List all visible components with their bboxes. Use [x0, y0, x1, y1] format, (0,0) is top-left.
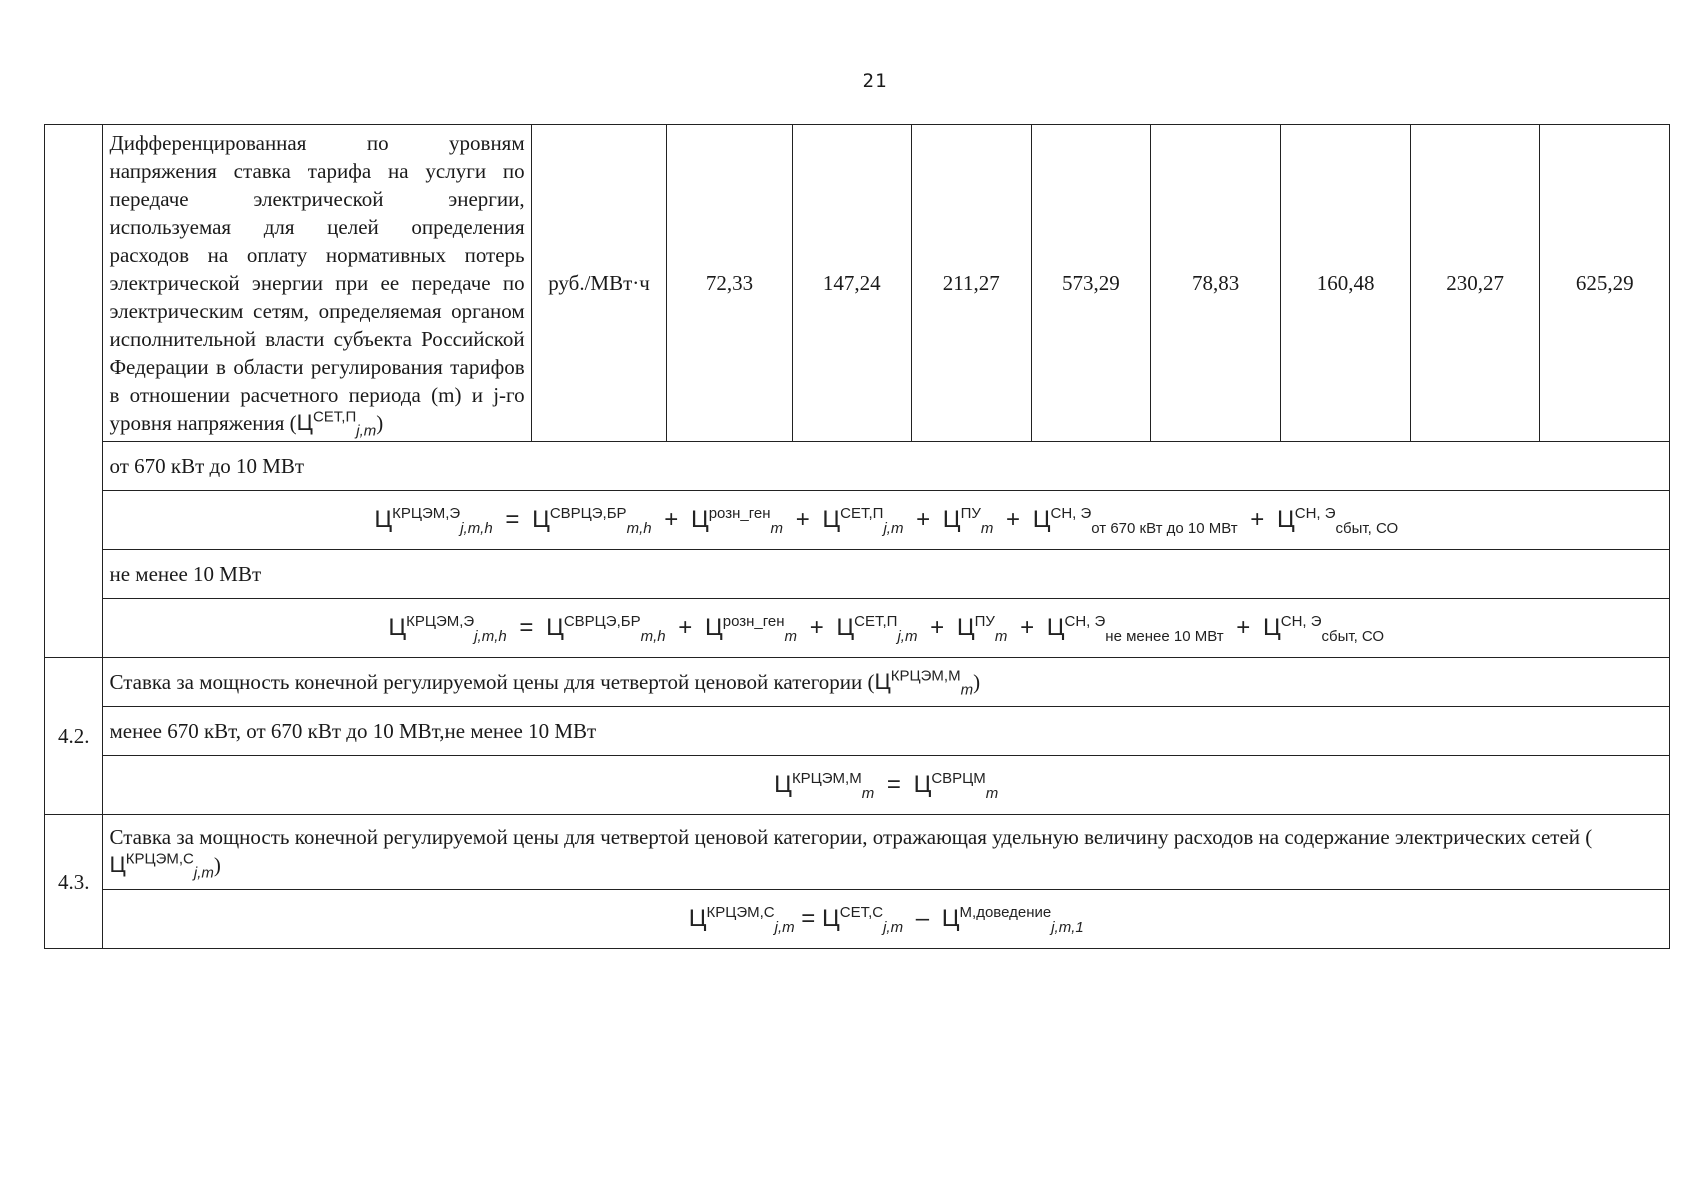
- formula-expression: $Ц^{КРЦЭМ,М}_m = Ц^{СВРЦМ}_m$: [774, 770, 999, 802]
- value-cell: 160,48: [1281, 125, 1410, 442]
- value-cell: 625,29: [1540, 125, 1670, 442]
- table-row: [45, 756, 1670, 815]
- formula-expression: $Ц^{КРЦЭМ,Э}_{j,m,h} = Ц^{СВРЦЭ,БР}_{m,h} + Ц^{розн\_ген}_m + Ц^{СЕТ,П}_{j,m} + Ц^{ПУ}_m + Ц^{СН, Э}_{не менее 10 МВт} + Ц^{СН, Э}_{сбыт, СО}$: [388, 613, 1385, 645]
- value-cell: 147,24: [792, 125, 911, 442]
- rate-description-text: Дифференцированная по уровням напряжения ставка тарифа на услуги по передаче электрической энергии, используемая для целей определения расходов на оплату нормативных потерь электрической энергии при ее передаче по электрическим сетям, определяемая органом исполнительной власти субъекта Российской Федерации в области регулирования тарифов в отношении расчетного периода (m) и j-го уровня напряжения (: [109, 131, 525, 435]
- table-row: [45, 442, 1670, 491]
- rate-description: [103, 125, 531, 442]
- row-number-4-3: 4.3.: [45, 815, 103, 949]
- value-cell: 230,27: [1410, 125, 1539, 442]
- row-title-4-2: Ставка за мощность конечной регулируемой цены для четвертой ценовой категории $(Ц^{КРЦЭМ,М}_m)$: [103, 658, 1670, 707]
- table-row: [45, 707, 1670, 756]
- page-number: 21: [862, 70, 888, 92]
- tariff-table: [44, 124, 1670, 949]
- value-cell: 78,83: [1150, 125, 1281, 442]
- symbol-tskrtsem-s: $Ц^{КРЦЭМ,С}_{j,m}$: [109, 850, 214, 882]
- table-row: [45, 491, 1670, 550]
- value-cell: 573,29: [1031, 125, 1150, 442]
- row-number-cell: [45, 125, 103, 658]
- formula-expression: $Ц^{КРЦЭМ,С}_{j,m} = Ц^{СЕТ,С}_{j,m} - Ц^{М,доведение}_{j,m,1}$: [688, 904, 1084, 936]
- symbol-tsnet-p: $Ц^{СЕТ,П}_{j,m}$: [296, 408, 377, 440]
- section-label-all-capacities: менее 670 кВт, от 670 кВт до 10 МВт,не менее 10 МВт: [103, 707, 1670, 756]
- table-row: [45, 890, 1670, 949]
- rate-description-close: ): [376, 411, 384, 435]
- row-title-4-3: Ставка за мощность конечной регулируемой цены для четвертой ценовой категории, отражающая удельную величину расходов на содержание электрических сетей $(Ц^{КРЦЭМ,С}_{j,m})$: [103, 815, 1670, 890]
- table-row: [45, 599, 1670, 658]
- section-label-670kw-10mw: от 670 кВт до 10 МВт: [103, 442, 1670, 491]
- unit-cell: руб./МВт·ч: [531, 125, 667, 442]
- table-row: [45, 550, 1670, 599]
- formula-expression: $Ц^{КРЦЭМ,Э}_{j,m,h} = Ц^{СВРЦЭ,БР}_{m,h} + Ц^{розн\_ген}_m + Ц^{СЕТ,П}_{j,m} + Ц^{ПУ}_m + Ц^{СН, Э}_{от 670 кВт до 10 МВт} + Ц^{СН, Э}_{сбыт, СО}$: [374, 505, 1399, 537]
- row-number-4-2: 4.2.: [45, 658, 103, 815]
- table-row: [45, 815, 1670, 890]
- formula-10mw-plus: [103, 599, 1670, 658]
- value-cell: 211,27: [911, 125, 1031, 442]
- section-label-10mw-plus: не менее 10 МВт: [103, 550, 1670, 599]
- table-row: [45, 125, 1670, 442]
- formula-670kw-10mw: [103, 491, 1670, 550]
- table-row: [45, 658, 1670, 707]
- symbol-tskrtsem-m: $Ц^{КРЦЭМ,М}_m$: [874, 667, 974, 699]
- value-cell: 72,33: [667, 125, 792, 442]
- formula-4-3: [103, 890, 1670, 949]
- formula-4-2: [103, 756, 1670, 815]
